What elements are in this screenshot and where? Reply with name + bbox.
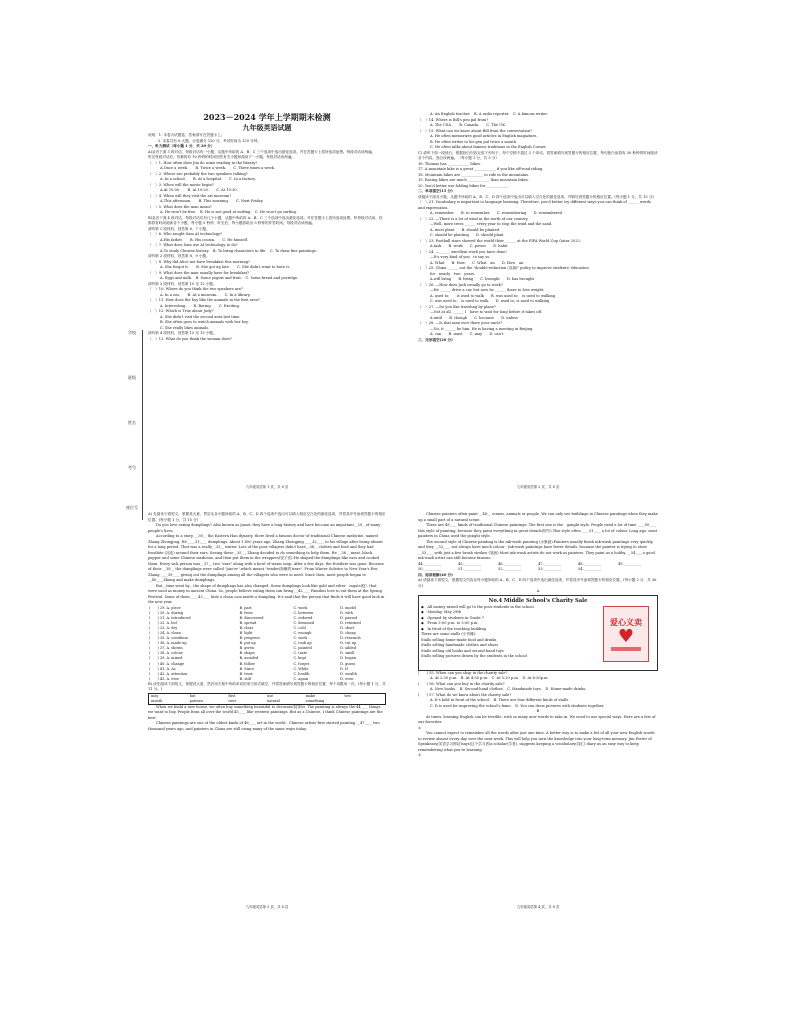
- charity-line: Stalls selling handmade clothes and shoes: [421, 643, 499, 647]
- cloze-option: D. even: [340, 676, 354, 681]
- question-options: A. The USA. B. Canada. C. The UK.: [430, 123, 507, 127]
- cloze-option: D. cheap: [340, 630, 356, 635]
- cloze-option: B. given: [239, 646, 254, 651]
- cloze-option: C. ordered: [293, 615, 313, 620]
- exam-note: 2. 本卷共有 8 大题，全卷满分 120 分，考试时间为 120 分钟。: [158, 138, 261, 143]
- cloze-option: C. enough: [293, 630, 312, 635]
- charity-lines: [421, 605, 571, 660]
- answer-blank: 46.__________: [498, 561, 522, 566]
- question: （ ）22. —There is a lot of wind in the north of our country.: [418, 216, 529, 221]
- passage-paragraph: Chinese paintings are one of the oldest kinds of 46____ art in the world . Chinese artists first started painting __47____ two thousand years ago, and painters in China are still using many of the same ways today.: [148, 721, 380, 731]
- answer-blank: 44.__________: [418, 561, 442, 566]
- cloze-option: C. taste: [293, 651, 308, 656]
- cloze-option: C. cold: [293, 625, 306, 630]
- question-options: C. should be planting D. should plant: [430, 233, 504, 237]
- word-box-item: may: [151, 693, 159, 698]
- charity-line: Stalls selling old books and second-hand toys: [421, 648, 504, 653]
- cloze-option: C. between: [293, 610, 314, 615]
- question-options: A.His father. B. His cousin. C. He himself.: [160, 237, 248, 242]
- cloze-option: C. forget: [293, 661, 310, 666]
- exam-note: 说明：1. 本卷为试题卷，答案请写在答题卡上。: [148, 133, 225, 137]
- cloze-option: B. part: [239, 605, 252, 610]
- word-box-item: something: [305, 698, 325, 703]
- question: （ ）1. How often does Jim do some reading in the library?: [148, 160, 258, 165]
- question-options: A.until B. though C. because D. unless: [430, 315, 518, 320]
- cloze-question-option: ( ) 29. A. piece: [149, 605, 181, 610]
- cloze-option: C. painted: [293, 646, 312, 651]
- question-options: for nearly two years.: [430, 271, 476, 276]
- side-name-label: 姓名: [128, 420, 136, 425]
- instructions: 听完每段对话后，你都将有 10 秒钟的时间回答有关小题和阅读下一小题。每段对话读两遍。: [148, 155, 296, 159]
- question-options: C. She really likes animals.: [160, 325, 210, 330]
- question-options: —Well, more trees ______ every year to stop the wind and the sand.: [430, 222, 553, 226]
- passage-letter: B: [536, 709, 540, 713]
- material-intro: 请听第 3 段材料，回答第 10 至 12 小题。: [148, 281, 217, 286]
- question: （ ）23. Football stars showed the world their ______ at the FIFA World Cup Qatar 2022.: [418, 238, 581, 243]
- side-seat-label: 座位号: [126, 505, 138, 510]
- cloze-question-option: ( ) 30. A. during: [149, 610, 184, 615]
- question-options: A. What B. How C. What an D. How an: [430, 260, 524, 265]
- cloze-question-option: ( ) 43. A. ever: [149, 676, 180, 681]
- page-footer: 九年级英语第 1 页，共 8 页: [245, 484, 289, 489]
- section-heading: 一、听力测试（每小题 1 分，共 20 分）: [148, 144, 215, 148]
- question-options: —It's very kind of you to say so.: [430, 255, 491, 259]
- word-box-item: but: [189, 693, 196, 698]
- cloze-option: B. clear: [239, 625, 254, 630]
- cloze-question-option: ( ) 34. A. clean: [149, 630, 181, 635]
- cloze-question-option: ( ) 32. A. led: [149, 620, 177, 625]
- question: （ ）21. Vocabulary is important to language learning. Therefore, you'd better try different ways you can think of ______ words and expressions.: [418, 200, 652, 210]
- instructions: A) 请阅读下面短文，根据短文内容从每小题所给的 A、B、C、D 四个选项中选出最佳选项，并将其序号涂到答题卡的相应位置。(每小题 2 分，共 36 分): [418, 578, 657, 588]
- page-footer: 九年级英语第 2 页，共 8 页: [516, 484, 560, 489]
- question: （ ）14. Where is Bill's pen pal from?: [418, 117, 489, 122]
- exam-page-1: [148, 112, 386, 492]
- cloze-question-option: ( ) 37. A. shown: [149, 646, 183, 651]
- passage-marker: ①: [418, 725, 422, 730]
- fill-question: 18. Mountain bikes are ____________ to ride in the mountains.: [418, 172, 530, 177]
- cloze-option: C. took up: [293, 641, 312, 646]
- question: （ ）12. Which is True about Judy?: [148, 309, 214, 313]
- question-options: A. He won't be free. B. He is not good at surfing. C. He won't go surfing.: [160, 210, 298, 214]
- cloze-option: B. discovered: [239, 615, 264, 620]
- section-heading: 三、完形填空(20 分): [418, 337, 453, 342]
- cloze-paragraph: Do you love eating dumplings? Also known as jiaozi, they have a long history and have become an important__29__of many people's lives.: [148, 523, 381, 533]
- question-options: A. New books. B. Second-hand clothes. C. Handmade toys. D. Home-made drinks.: [430, 687, 587, 691]
- side-school-label: 学校: [128, 330, 136, 335]
- cloze-question-option: ( ) 39. A. mixed: [149, 656, 182, 661]
- cloze-option: D. added: [340, 646, 356, 651]
- fill-question: 17. A mountain bike is a great ____________ if you like off-road riding.: [418, 167, 544, 171]
- cloze-option: C. again: [293, 676, 309, 681]
- cloze-option: C. dreamed: [293, 620, 315, 625]
- question: （ ）9. What does the man usually have for breakfast?: [148, 270, 250, 275]
- cloze-option: B. shape: [239, 651, 255, 656]
- cloze-option: D. model: [340, 605, 356, 610]
- cloze-option: C. kept: [293, 656, 307, 661]
- cloze-option: B. Since: [239, 666, 255, 671]
- question: （ ）27. —Do you like traveling by plane?: [418, 304, 496, 309]
- cloze-option: D. research: [340, 636, 361, 641]
- exam-page-4: [418, 512, 658, 912]
- question-options: B. She often goes to watch animals with her boy.: [160, 320, 249, 324]
- question: （ ）5. What does the man mean?: [148, 204, 212, 209]
- instructions: A)录音下面 5 段对话，每段对话有一小题，从题中所给的 A、B、C 三个选项中选出最佳选项。并在答题卡上将所选项涂黑。每段对话读两遍。: [148, 149, 376, 154]
- fill-question: 20. You'd better use folding bikes for ____________.: [418, 183, 510, 188]
- instructions: 请阅读下面各小题，从题中所给的 A、B、C、D 四个选项中选出可以填入空白处的最佳选项，并填写到答题卡的相应位置。(每小题 1 分，共 15 分): [418, 194, 654, 199]
- question: ( ) 57. What do we know about the charity sale?: [418, 692, 512, 697]
- question-options: A. In a school. B. At a hospital. C. In a factory.: [160, 177, 256, 181]
- passage-paragraph: Chinese painters often paint __48__ scenes, animals or people. We can only see buildings in Chinese paintings when they make up a small part of a natural scene.: [418, 512, 658, 522]
- question-options: A.At 10:00. B. At 10:20. C. At 10:30.: [160, 188, 238, 192]
- cloze-option: B. trust: [239, 671, 253, 676]
- material-intro: 请听第 4 段材料，回答第 13 至 15 小题。: [148, 331, 217, 335]
- answer-blank: 53.__________: [538, 567, 562, 571]
- cloze-paragraph: But__time went by，the shape of dumplings has also changed. Some dumplings look like gold and silver ingots(锭）that were used as money in ancient China. So, people believe eating them can bring __42____ Families love to eat them at the Spring Festival. Some of them ____43____ hide a clean coin inside a dumpling. It's said that the person that finds it will have good luck in the new year.: [148, 583, 385, 604]
- cloze-option: B. light: [239, 630, 253, 635]
- page-footer: 九年级英语第 4 页，共 8 页: [516, 904, 560, 909]
- question-options: A.will bring B. bring C. brought D. has brought: [430, 277, 534, 281]
- question-options: —Not at all. ______ I have to wait for long before it takes off.: [430, 310, 543, 314]
- cloze-option: D. cut up: [340, 641, 357, 646]
- question: （ ）13. What do you think the woman does?: [148, 336, 232, 341]
- charity-line: ◆ All money raised will go to the poor students in the school.: [421, 604, 535, 609]
- charity-line: ◆ Monday, May 29th: [421, 610, 462, 614]
- question-options: C. was used to; is used to walk D. used to; is used to walking: [430, 299, 550, 303]
- answer-blank: 47.__________: [538, 561, 562, 566]
- question-options: C. It is used for improving the school's fame. D. You can draw pictures with students together.: [430, 703, 605, 708]
- charity-line: ◆ In front of the teaching building: [421, 626, 486, 631]
- question-options: A. Eggs and milk. B. Some yogurt and fruit. C. Some bread and porridge.: [160, 276, 299, 280]
- word-box-item: over: [228, 698, 237, 703]
- section-heading: 四、阅读理解(40 分): [418, 572, 453, 577]
- question-options: C. He often talks about famous traditions in the English Corner.: [430, 145, 547, 149]
- word-box-item: natural: [267, 698, 280, 703]
- material-intro: 请听第 1 段材料，回答第 6、7 小题。: [148, 226, 210, 231]
- cloze-option: C. work: [293, 605, 308, 610]
- passage-paragraph: You cannot expect to remember all the words after just one time. A better way is to make a list of all your new English words to review almost every day over the next week. This will help you turn the knowledge into your long-term memory. Jim Porter of Speakeasy(英语学习网站)says(这个学习者)a scholar(学者), suggests keeping a vocabulary(词汇) diary as an easy way to keep remembering what you're learning.: [418, 731, 655, 752]
- question-options: A. must plant B. should be planted: [430, 227, 500, 232]
- question-options: A.task B. work C. power D. habit: [430, 244, 508, 248]
- exam-subtitle: 九年级英语试题: [242, 123, 292, 132]
- passage-paragraph: There are 49____ kinds of traditional Chinese paintings. The first one is the gongbi style. People need a lot of time ____50____ this style of painting, because they paint everything in great details(细节).This style often ____51____ a lot of colour. Long ago, most painters in China used the gongbi style.: [418, 523, 658, 538]
- question: （ ）4. When will they visit the art museum?: [148, 193, 232, 198]
- section-heading: 二、单项填空(15 分): [418, 189, 453, 193]
- cloze-option: D. If: [340, 666, 348, 671]
- word-box-item: month: [151, 698, 163, 703]
- question: （ ）24. —______ excellent work you have done!: [418, 249, 507, 254]
- instructions: C) 请听下面一段独白，根据独白内容完成下列句子，每个空格不超过 3 个单词，将答案填写到答题卡的相应位置，每句独白前将有 30 秒钟的时间阅读各个内容。独白读两遍。（每小题 1 分，共 5 分）: [418, 150, 658, 160]
- cloze-question-option: ( ) 35. A. condition: [149, 636, 188, 641]
- passage-paragraph: When we build a new house, we often buy something beautiful to decorate(装饰)it. The painting is always the 44____ things we want to buy. People from all over the world 45____ like western paintings. But as a Chinese, I think Chinese paintings are the best.: [148, 704, 383, 720]
- cloze-option: C. health: [293, 671, 310, 676]
- passage-paragraph: At times, learning English can be terrible, with so many new words to take in. We need to use special ways. Here are a few of our favorites:: [418, 714, 656, 724]
- cloze-paragraph: According to a story, __30__ the Eastern Han dynasty, there lived a famous doctor of traditional Chinese medicine, named Zhang Zhongjing. He ____31____ dumplings. About 1,800 years ago, Zhang Zhongjing ____32____ to his village after being absent for a long period. That was a really__33__ winter. Lots of the poor villagers didn't have__34__ clothes and food and they had frostbite (冻疮) around their ears. Seeing these__35__, Zhang decided to do something to help them. He __36__ meat, black pepper and some Chinese medicine, and then put them in the wrappers(饺子皮).He shaped the dumplings like ears and cooked them. Every sick person was__37__ two "ears" along with a bowl of warm soup. After a few days, the frostbite was gone. Because of their __38__ the dumplings were called "jiao'er",which meant "tender(娇嫩的)ears". From Winter Solstice to New Year's Eve, Zhang ____39____ giving out the dumplings among all the villagers who were in need. Since then, most people began to __40____Zhang and make dumplings.: [148, 534, 384, 582]
- question: ( ) 56. What can you buy in the charity sale?: [418, 681, 505, 686]
- cloze-question-option: ( ) 36. A. made up: [149, 641, 187, 646]
- question: （ ）6. Who taught Sam AI technology?: [148, 232, 223, 236]
- poster-decoration: [611, 649, 641, 651]
- question-options: A. can B. must C. may D. can't: [430, 332, 504, 336]
- cloze-question-option: ( ) 31. A. introduced: [149, 615, 191, 620]
- cloze-option: C. While: [293, 666, 309, 671]
- question-options: A. She forgot it. B. She got up late. C. She didn't want to have it.: [160, 265, 291, 269]
- question-options: B. He often writes to his pen pal twice a month.: [430, 139, 518, 144]
- cloze-option: C. work: [293, 636, 308, 641]
- cloze-options-table: [148, 606, 386, 682]
- cloze-option: B. avoided: [239, 656, 259, 661]
- cloze-option: D. smell: [340, 651, 355, 656]
- charity-poster-image: [603, 606, 649, 662]
- question: ( ) 55. When can you shop in the charity sale?: [418, 670, 508, 675]
- exam-page-3: [148, 512, 386, 912]
- cloze-option: D. guess: [340, 661, 356, 666]
- poster-title: 爱心义卖: [610, 616, 642, 627]
- cloze-option: D. with: [340, 610, 353, 615]
- cloze-option: B. follow: [239, 661, 256, 666]
- binding-strip: [122, 330, 143, 520]
- question: （ ）28. —Is that man over there your uncle?: [418, 321, 503, 325]
- question: （ ）25. China ______ out the "double-reduction (双减)" policy to improve students' education: [418, 266, 589, 270]
- cloze-option: D. short: [340, 625, 355, 630]
- word-box-item: first: [228, 693, 236, 698]
- answer-blank: 49.__________: [618, 561, 642, 566]
- answer-blank: 50.__________: [418, 567, 442, 571]
- heart-icon: ♥: [617, 625, 635, 647]
- answer-blank: 51.__________: [458, 567, 482, 571]
- passage-paragraph: The second style of Chinese painting is the ink-wash painting (水墨画).Painters usually finish ink-wash paintings very quickly, and they __52____ not always have much colour . Ink-wash paintings have fewer details, because the painter is trying to show __53____ with just a few brush strokes (笔画).Most ink-wash artists do not work as painters. They paint as a hobby. __54____a good ink-wash artist can still become famous.: [418, 539, 655, 560]
- charity-line: Stalls selling pictures drawn by the students in the school: [421, 654, 527, 658]
- side-id-label: 考号: [128, 465, 136, 470]
- question: （ ）10. Where do you think the two speakers are?: [148, 287, 243, 291]
- cloze-option: D. wealth: [340, 671, 358, 676]
- answer-blank: 45.__________: [458, 561, 482, 566]
- question-options: A. At 2:30 p.m. B. At 4:30 p.m. C. At 5:20 p.m. D. At 6:30p.m.: [430, 676, 549, 680]
- question-options: A.This afternoon. B. This morning. C. Next Friday.: [160, 199, 264, 203]
- question: （ ）2. Where are probably the two speakers talking?: [148, 171, 248, 176]
- question-options: —He ______ drive a car, but now he ______ there to lose weight.: [430, 288, 545, 292]
- exam-page-2: [418, 112, 658, 492]
- cloze-question-option: ( ) 33. A. dry: [149, 625, 178, 630]
- question-options: A. It's held in front of the school. B. There are four different kinds of stalls.: [430, 698, 570, 702]
- charity-sale-notice: [418, 595, 658, 671]
- question-options: —No, it ______ be him. He is having a meeting in Beijing.: [430, 326, 534, 331]
- question: （ ）26. —How does Jack usually go to work?: [418, 282, 503, 287]
- question: （ ）3. When will the movie begin?: [148, 182, 214, 187]
- charity-title: No.4 Middle School's Charity Sale: [488, 597, 588, 604]
- answer-blank: 54.__________: [578, 567, 602, 571]
- cloze-option: D. returned: [340, 620, 361, 625]
- word-box: [148, 693, 386, 705]
- exam-title: 2023－2024 学年上学期期末检测: [203, 112, 331, 122]
- passage-letter: A: [536, 589, 540, 593]
- fill-question: 16. Thomas has ____________ bikes.: [418, 161, 482, 166]
- question-options: A. He often memorizes good articles in English magazines.: [430, 134, 538, 138]
- side-class-label: 班级: [128, 375, 136, 380]
- cloze-option: B. still: [239, 676, 251, 681]
- question-options: A. remember B. to remember C. remembering D. remembered: [430, 211, 562, 215]
- charity-line: ◆ Opened by students in Grade 7: [421, 615, 485, 620]
- instructions: A) 先阅读下面短文，掌握其大意，然后从各小题所给的 A、B、C、D 四个选项中选出可以填入相应空白处的最佳选项，并将其序号涂到答题卡的相应位置。(每小题 1 分，共 15 分): [148, 512, 386, 522]
- material-intro: 请听第 2 段材料，回答第 8、9 小题。: [148, 254, 210, 258]
- answer-blanks: [418, 562, 658, 573]
- cloze-question-option: ( ) 41. A. As: [149, 666, 176, 671]
- cloze-question-option: ( ) 42. A. attention: [149, 671, 188, 676]
- cloze-option: B. spread: [239, 620, 257, 625]
- charity-line: ◆ From 3:00 p.m. to 5:00 p.m.: [421, 621, 479, 625]
- cloze-question-option: ( ) 40. A. change: [149, 661, 185, 666]
- word-box-item: make: [305, 693, 316, 698]
- passage-marker: ②: [418, 753, 422, 757]
- cloze-option: B. put up: [239, 641, 256, 646]
- charity-line: There are some stalls (小货摊):: [421, 632, 477, 636]
- page-footer: 九年级英语第 3 页，共 8 页: [245, 904, 289, 909]
- word-box-item: [344, 699, 383, 704]
- answer-blank: 48.__________: [578, 561, 602, 566]
- word-box-item: use: [267, 693, 274, 698]
- cloze-option: D. passed: [340, 615, 358, 620]
- question: （ ）8. Why did Alice not have breakfast this morning?: [148, 259, 250, 264]
- fill-question: 19. Racing bikes are much ____________ than mountain bikes.: [418, 178, 529, 182]
- answer-blank: 52.__________: [498, 567, 522, 571]
- question-options: A.Once a week. B. Twice a week. C. Three times a week.: [160, 166, 276, 170]
- question: （ ）7. What does Sam use AI technology to do?: [148, 243, 238, 247]
- question-options: A. used to; is used to walk B. was used to; is used to walking: [430, 293, 556, 298]
- cloze-option: B. progress: [239, 636, 260, 641]
- question-options: A. In a zoo. B. At a museum. C. In a library.: [160, 292, 251, 297]
- cloze-option: D. began: [340, 656, 356, 661]
- question-options: A. An English teacher. B. A radio reporter. C. A famous writer.: [430, 112, 548, 116]
- charity-line: Stalls selling home-made food and drinks: [421, 637, 497, 642]
- word-box-item: pattern: [189, 698, 203, 703]
- instructions: B) 请先阅读下面短文，掌握其大意，然后用方框中所给单词的适当形式填空，并将答案填写到答题卡的相应位置，每个词限用一次。(每小题 1 分，共 11 分。): [148, 681, 386, 692]
- question: （ ）15. What can we know about Bill from the conversation?: [418, 128, 533, 133]
- question-options: A. She didn't visit the second area last time.: [160, 314, 241, 319]
- question-options: A. Interesting. B. Boring. C. Exciting.: [160, 303, 241, 308]
- cloze-option: B. from: [239, 610, 253, 615]
- instructions: B)录音下面 4 段对话，每段对话后有几个小题，从题中所给的 A、B、C 三个选项中选出最佳选项。并在答题卡上将所选项涂黑。听每段对话前，你都将有时间阅读各个小题，每小题 5 秒钟；听完后，每小题将给出 5 秒钟的作答时间。每段对话读两遍。: [148, 215, 383, 225]
- cloze-question-option: ( ) 38. A. colour: [149, 651, 183, 656]
- question-options: A.To study Chinese history. B. To bring characters to life. C. To draw fine paintings.: [160, 248, 317, 253]
- word-box-item: two: [344, 693, 351, 698]
- question: （ ）11. How does the boy like the animals in the first area?: [148, 298, 260, 302]
